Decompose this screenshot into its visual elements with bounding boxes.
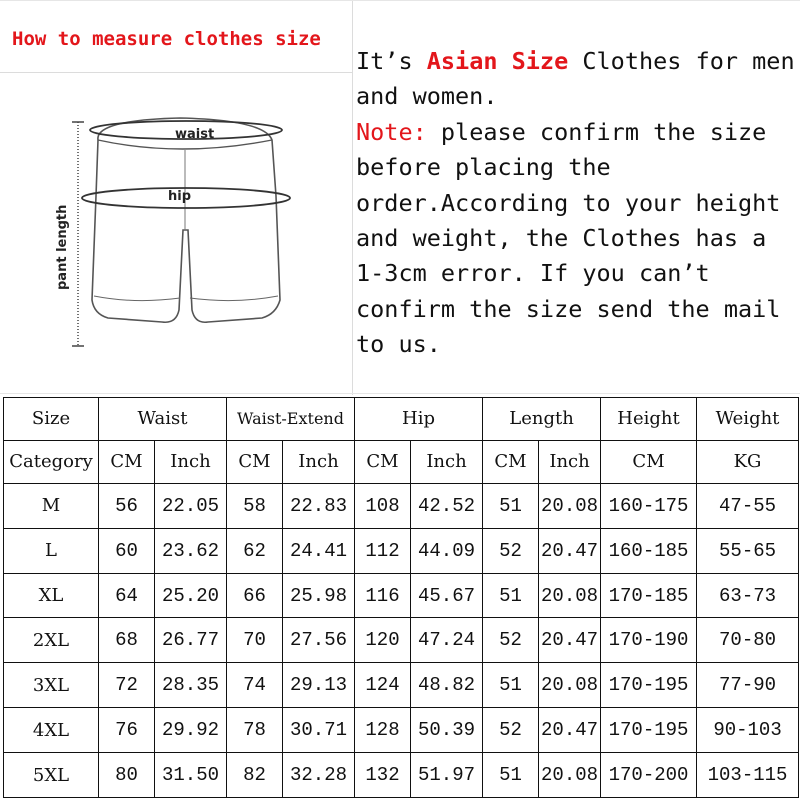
table-cell: 77-90 — [697, 663, 799, 708]
table-cell: 128 — [355, 708, 411, 753]
table-header: Category — [4, 440, 99, 483]
table-cell: 132 — [355, 753, 411, 798]
table-cell: 22.83 — [283, 483, 355, 528]
table-cell: 90-103 — [697, 708, 799, 753]
table-cell: 51 — [483, 753, 539, 798]
table-header: CM — [601, 440, 697, 483]
table-cell: 51 — [483, 663, 539, 708]
table-row — [4, 753, 799, 798]
table-header: Length — [483, 398, 601, 441]
asian-size-highlight: Asian Size — [426, 47, 569, 75]
table-cell: 52 — [483, 528, 539, 573]
table-cell: 20.47 — [539, 528, 601, 573]
table-cell: 103-115 — [697, 753, 799, 798]
divider — [0, 0, 800, 1]
table-cell: 72 — [99, 663, 155, 708]
table-cell: 64 — [99, 573, 155, 618]
table-cell: 29.13 — [283, 663, 355, 708]
shorts-measurement-diagram — [40, 100, 340, 370]
table-cell: 55-65 — [697, 528, 799, 573]
size-cell: 5XL — [4, 753, 99, 798]
table-cell: 32.28 — [283, 753, 355, 798]
table-cell: 170-190 — [601, 618, 697, 663]
table-cell: 51 — [483, 573, 539, 618]
table-cell: 76 — [99, 708, 155, 753]
table-cell: 66 — [227, 573, 283, 618]
table-cell: 48.82 — [411, 663, 483, 708]
table-cell: 58 — [227, 483, 283, 528]
table-header: Height — [601, 398, 697, 441]
table-cell: 160-185 — [601, 528, 697, 573]
table-cell: 68 — [99, 618, 155, 663]
table-cell: 80 — [99, 753, 155, 798]
size-cell: M — [4, 483, 99, 528]
table-cell: 56 — [99, 483, 155, 528]
table-header: CM — [99, 440, 155, 483]
table-cell: 20.08 — [539, 753, 601, 798]
table-cell: 108 — [355, 483, 411, 528]
table-cell: 50.39 — [411, 708, 483, 753]
table-cell: 29.92 — [155, 708, 227, 753]
table-header: Inch — [155, 440, 227, 483]
size-cell: XL — [4, 573, 99, 618]
table-header: Inch — [539, 440, 601, 483]
table-cell: 51.97 — [411, 753, 483, 798]
table-cell: 116 — [355, 573, 411, 618]
table-cell: 63-73 — [697, 573, 799, 618]
table-sub-header-row — [4, 440, 799, 483]
table-cell: 28.35 — [155, 663, 227, 708]
table-header: Inch — [411, 440, 483, 483]
size-cell: 4XL — [4, 708, 99, 753]
table-row — [4, 708, 799, 753]
table-row — [4, 528, 799, 573]
table-cell: 47.24 — [411, 618, 483, 663]
table-cell: 22.05 — [155, 483, 227, 528]
table-cell: 23.62 — [155, 528, 227, 573]
table-header: KG — [697, 440, 799, 483]
table-cell: 170-200 — [601, 753, 697, 798]
table-row — [4, 573, 799, 618]
table-header: Weight — [697, 398, 799, 441]
table-cell: 170-185 — [601, 573, 697, 618]
table-cell: 78 — [227, 708, 283, 753]
size-cell: L — [4, 528, 99, 573]
hip-label: hip — [168, 189, 192, 204]
table-header: CM — [227, 440, 283, 483]
table-cell: 45.67 — [411, 573, 483, 618]
table-group-header-row — [4, 398, 799, 441]
table-cell: 124 — [355, 663, 411, 708]
divider — [0, 72, 352, 73]
table-header: CM — [355, 440, 411, 483]
description-text: It’s — [356, 47, 427, 75]
table-cell: 112 — [355, 528, 411, 573]
pant-length-label: pant length — [55, 204, 70, 290]
table-cell: 82 — [227, 753, 283, 798]
table-cell: 170-195 — [601, 663, 697, 708]
size-chart-table — [3, 397, 799, 798]
note-text: please confirm the size before placing the order.According to your height and weight, the Clothes has a 1-3cm error. If you can’t confirm the size send the mail to us. — [356, 117, 781, 359]
table-row — [4, 663, 799, 708]
table-cell: 70 — [227, 618, 283, 663]
table-cell: 47-55 — [697, 483, 799, 528]
table-cell: 52 — [483, 708, 539, 753]
table-cell: 120 — [355, 618, 411, 663]
table-header: CM — [483, 440, 539, 483]
table-cell: 70-80 — [697, 618, 799, 663]
table-cell: 20.08 — [539, 483, 601, 528]
table-cell: 25.98 — [283, 573, 355, 618]
table-cell: 27.56 — [283, 618, 355, 663]
table-header: Hip — [355, 398, 483, 441]
table-cell: 26.77 — [155, 618, 227, 663]
table-header: Waist — [99, 398, 227, 441]
table-header: Inch — [283, 440, 355, 483]
table-cell: 20.08 — [539, 663, 601, 708]
table-cell: 44.09 — [411, 528, 483, 573]
note-label: Note: — [356, 117, 427, 146]
size-description — [356, 44, 796, 363]
table-cell: 20.47 — [539, 708, 601, 753]
table-cell: 25.20 — [155, 573, 227, 618]
table-cell: 24.41 — [283, 528, 355, 573]
table-cell: 74 — [227, 663, 283, 708]
table-header: Size — [4, 398, 99, 441]
divider — [0, 393, 800, 394]
description-text: Clothes for men and women. — [356, 47, 795, 111]
table-cell: 20.08 — [539, 573, 601, 618]
table-cell: 52 — [483, 618, 539, 663]
divider — [352, 0, 353, 395]
waist-label: waist — [175, 127, 215, 142]
table-cell: 20.47 — [539, 618, 601, 663]
table-cell: 31.50 — [155, 753, 227, 798]
size-cell: 3XL — [4, 663, 99, 708]
table-cell: 42.52 — [411, 483, 483, 528]
table-cell: 160-175 — [601, 483, 697, 528]
table-cell: 51 — [483, 483, 539, 528]
table-cell: 30.71 — [283, 708, 355, 753]
table-row — [4, 483, 799, 528]
table-cell: 60 — [99, 528, 155, 573]
page-title: How to measure clothes size — [12, 28, 321, 50]
table-header: Waist-Extend — [227, 398, 355, 441]
table-cell: 62 — [227, 528, 283, 573]
table-row — [4, 618, 799, 663]
size-cell: 2XL — [4, 618, 99, 663]
table-cell: 170-195 — [601, 708, 697, 753]
